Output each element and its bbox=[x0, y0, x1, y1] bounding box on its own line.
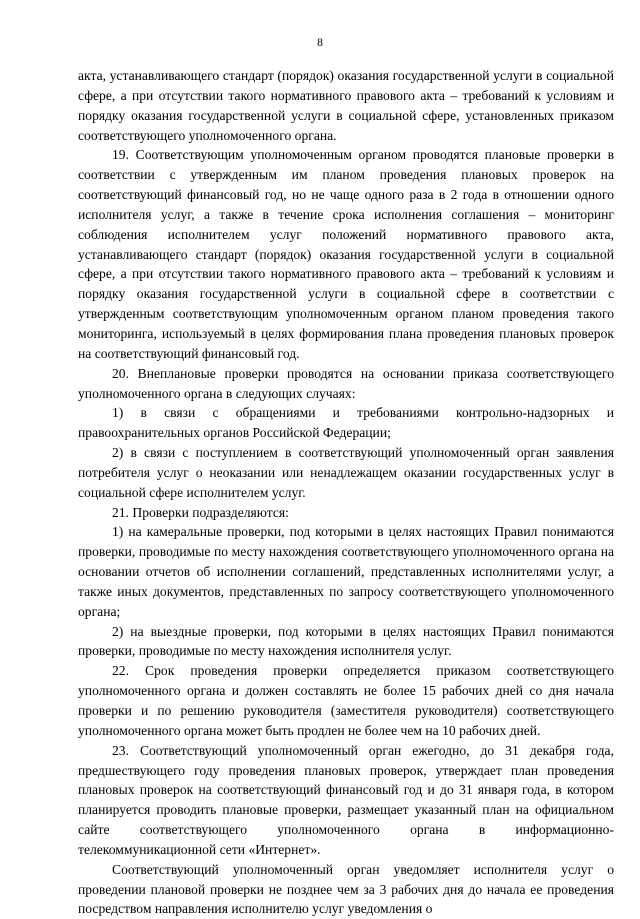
paragraph-23: 23. Соответствующий уполномоченный орган ежегодно, до 31 декабря года, предшествующего году проведения плановых проверок, утверждает план проведения плановых проверок на соответствующий финансовый год и до 31 января года, в котором планируется проводить плановые проверки, размещает указанный план на официальном сайте соответствующего уполномоченного органа в информационно-телекоммуникационной сети «Интернет». bbox=[78, 742, 614, 857]
paragraph-20-item-2: 2) в связи с поступлением в соответствующий уполномоченный орган заявления потребителя услуг о неоказании или ненадлежащем оказании государственных услуг в социальной сфере исполнителем услуг. bbox=[78, 445, 614, 500]
paragraph-19: 19. Соответствующим уполномоченным органом проводятся плановые проверки в соответствии с утвержденным им планом проведения плановых проверок на соответствующий финансовый год, но не чаще одного раза в 2 года в отношении одного исполнителя услуг, а также в течение срока исполнения соглашения – мониторинг соблюдения исполнителем услуг положений нормативного правового акта, устанавливающего стандарт (порядок) оказания государственной услуги в социальной сфере, а при отсутствии такого нормативного правового акта – требований к условиям и порядку оказания государственной услуги в социальной сфере в соответствии с утвержденным соответствующим уполномоченным органом планом проведения такого мониторинга, используемый в целях формирования плана проведения плановых проверок на соответствующий финансовый год. bbox=[78, 147, 614, 361]
paragraph-20-item-1: 1) в связи с обращениями и требованиями контрольно-надзорных и правоохранительных органов Российской Федерации; bbox=[78, 405, 614, 441]
paragraph-21-item-1: 1) на камеральные проверки, под которыми в целях настоящих Правил понимаются проверки, проводимые по месту нахождения соответствующего уполномоченного органа на основании отчетов об исполнении соглашений, представленных исполнителями услуг, а также иных документов, представленных по запросу соответствующего уполномоченного органа; bbox=[78, 524, 614, 619]
paragraph-continuation: акта, устанавливающего стандарт (порядок) оказания государственной услуги в социальной сфере, а при отсутствии такого нормативного правового акта – требований к условиям и порядку оказания государственной услуги в социальной сфере, установленных приказом соответствующего уполномоченного органа. bbox=[78, 68, 614, 143]
paragraph-22: 22. Срок проведения проверки определяется приказом соответствующего уполномоченного органа и должен составлять не более 15 рабочих дней со дня начала проверки и по решению руководителя (заместителя руководителя) соответствующего уполномоченного органа может быть продлен не более чем на 10 рабочих дней. bbox=[78, 663, 614, 738]
paragraph-21: 21. Проверки подразделяются: bbox=[112, 504, 289, 520]
page-number: 8 bbox=[317, 37, 323, 49]
paragraph-23-notice: Соответствующий уполномоченный орган уведомляет исполнителя услуг о проведении плановой проверки не позднее чем за 3 рабочих дня до начала ее проведения посредством направления исполнителю услуг уведомления о bbox=[78, 861, 614, 917]
paragraph-20: 20. Внеплановые проверки проводятся на основании приказа соответствующего уполномоченного органа в следующих случаях: bbox=[78, 365, 614, 401]
body-text bbox=[78, 66, 614, 919]
paragraph-21-item-2: 2) на выездные проверки, под которыми в целях настоящих Правил понимаются проверки, проводимые по месту нахождения исполнителя услуг. bbox=[78, 623, 614, 659]
